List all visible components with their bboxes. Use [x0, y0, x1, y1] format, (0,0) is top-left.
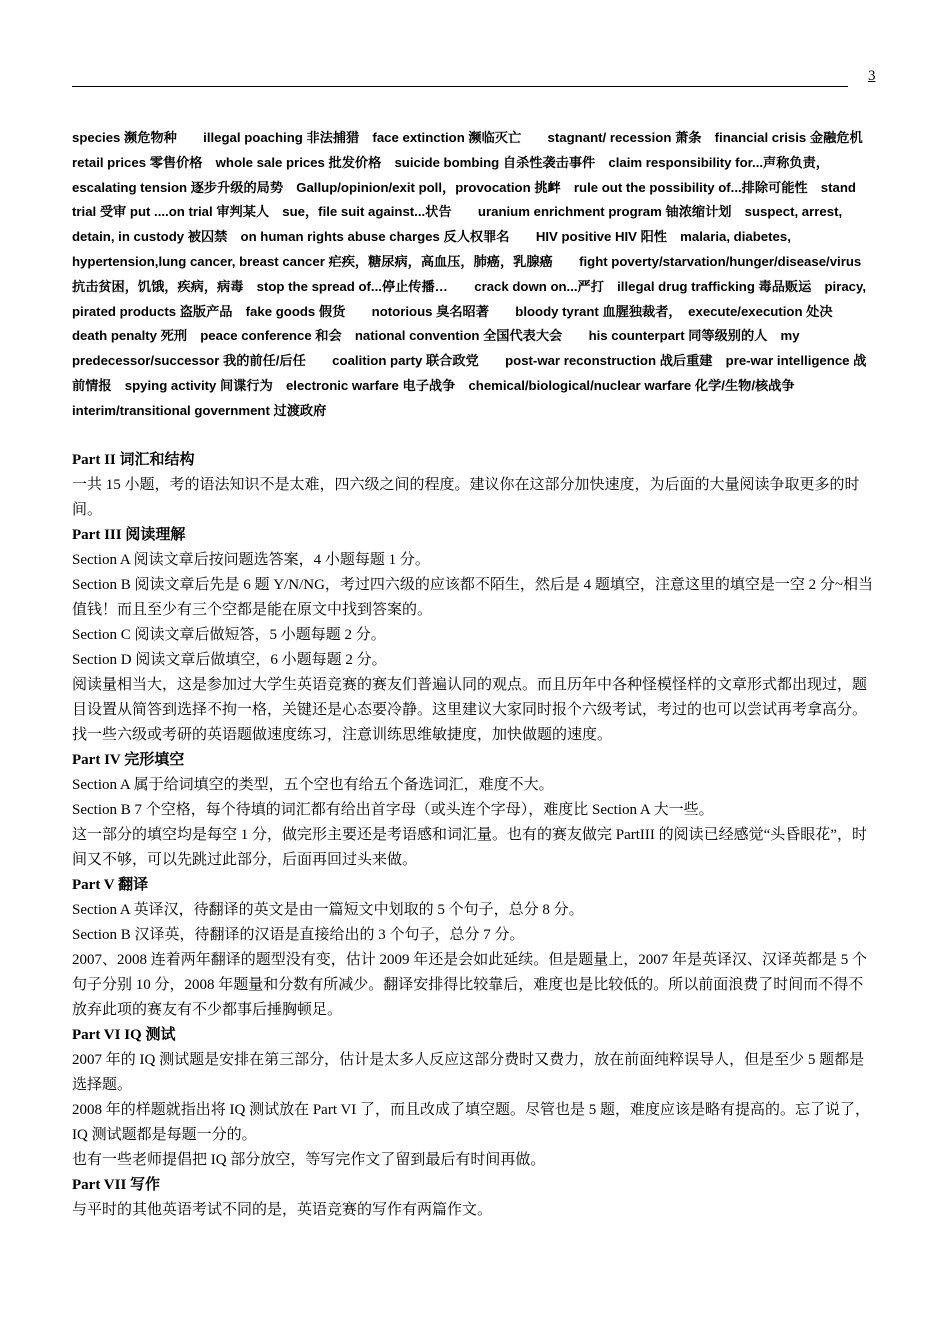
- paragraph: 2007 年的 IQ 测试题是安排在第三部分，估计是太多人反应这部分费时又费力，放在前面纯粹误导人，但是至少 5 题都是选择题。: [72, 1052, 865, 1093]
- paragraph: Section C 阅读文章后做短答，5 小题每题 2 分。: [72, 627, 386, 643]
- header-rule: [72, 86, 848, 87]
- paragraph: 也有一些老师提倡把 IQ 部分放空，等写完作文了留到最后有时间再做。: [72, 1152, 546, 1168]
- paragraph: 阅读量相当大，这是参加过大学生英语竞赛的赛友们普遍认同的观点。而且历年中各种怪模怪样的文章形式都出现过，题目设置从简答到选择不拘一格，关键还是心态要冷静。这里建议大家同时报个六级考试，考过的也可以尝试再考拿高分。找一些六级或考研的英语题做速度练习，注意训练思维敏捷度，加快做题的速度。: [72, 677, 868, 743]
- paragraph: 2008 年的样题就指出将 IQ 测试放在 Part VI 了，而且改成了填空题。尽管也是 5 题，难度应该是略有提高的。忘了说了，IQ 测试题都是每题一分的。: [72, 1102, 871, 1143]
- paragraph: Section A 阅读文章后按问题选答案，4 小题每题 1 分。: [72, 552, 430, 568]
- section-heading: Part IV 完形填空: [72, 752, 185, 768]
- section-heading: Part V 翻译: [72, 877, 149, 893]
- section-heading: Part II 词汇和结构: [72, 452, 195, 468]
- paragraph: Section B 7 个空格，每个待填的词汇都有给出首字母（或头连个字母），难度比 Section A 大一些。: [72, 802, 714, 818]
- page-number: 3: [868, 68, 876, 84]
- section-heading: Part VII 写作: [72, 1177, 161, 1193]
- body-text: [72, 448, 878, 1223]
- paragraph: Section A 属于给词填空的类型，五个空也有给五个备选词汇，难度不大。: [72, 777, 554, 793]
- paragraph: 2007、2008 连着两年翻译的题型没有变，估计 2009 年还是会如此延续。但是题量上，2007 年是英译汉、汉译英都是 5 个句子分别 10 分，2008 年题量和分数有所减少。翻译安排得比较靠后，难度也是比较低的。所以前面浪费了时间而不得不放弃此项的赛友有不少都事后捶胸顿足。: [72, 952, 868, 1018]
- section-heading: Part III 阅读理解: [72, 527, 186, 543]
- section-heading: Part VI IQ 测试: [72, 1027, 176, 1043]
- paragraph: 与平时的其他英语考试不同的是，英语竞赛的写作有两篇作文。: [72, 1202, 493, 1218]
- paragraph: 这一部分的填空均是每空 1 分，做完形主要还是考语感和词汇量。也有的赛友做完 PartIII 的阅读已经感觉“头昏眼花”，时间又不够，可以先跳过此部分，后面再回过头来做。: [72, 827, 867, 868]
- paragraph: Section D 阅读文章后做填空，6 小题每题 2 分。: [72, 652, 387, 668]
- paragraph: 一共 15 小题，考的语法知识不是太难，四六级之间的程度。建议你在这部分加快速度，为后面的大量阅读争取更多的时间。: [72, 477, 860, 518]
- paragraph: Section A 英译汉，待翻译的英文是由一篇短文中划取的 5 个句子，总分 8 分。: [72, 902, 584, 918]
- paragraph: Section B 阅读文章后先是 6 题 Y/N/NG，考过四六级的应该都不陌生，然后是 4 题填空，注意这里的填空是一空 2 分~相当值钱！而且至少有三个空都是能在原文中找到答案的。: [72, 577, 874, 618]
- vocabulary-list: species 濒危物种 illegal poaching 非法捕猎 face extinction 濒临灭亡 stagnant/ recession 萧条 financial crisis 金融危机 retail prices 零售价格 whole sale prices 批发价格 suicide bombing 自杀性袭击事件 claim responsibility for...声称负责， escalating tension 逐步升级的局势 Gallup/opinion/exit poll，provocation 挑衅 rule out the possibility of...排除可能性 stand trial 受审 put ....on trial 审判某人 sue，file suit against...状告 uranium enrichment program 铀浓缩计划 suspect, arrest, detain, in custody 被囚禁 on human rights abuse charges 反人权罪名 HIV positive HIV 阳性 malaria, diabetes, hypertension,lung cancer, breast cancer 疟疾，糖尿病，高血压，肺癌，乳腺癌 fight poverty/starvation/hunger/disease/virus 抗击贫困，饥饿，疾病，病毒 stop the spread of...停止传播… crack down on...严打 illegal drug trafficking 毒品贩运 piracy, pirated products 盗版产品 fake goods 假货 notorious 臭名昭著 bloody tyrant 血腥独裁者， execute/execution 处决 death penalty 死刑 peace conference 和会 national convention 全国代表大会 his counterpart 同等级别的人 my predecessor/successor 我的前任/后任 coalition party 联合政党 post-war reconstruction 战后重建 pre-war intelligence 战前情报 spying activity 间谍行为 electronic warfare 电子战争 chemical/biological/nuclear warfare 化学/生物/核战争 interim/transitional government 过渡政府: [72, 130, 876, 418]
- paragraph: Section B 汉译英，待翻译的汉语是直接给出的 3 个句子，总分 7 分。: [72, 927, 525, 943]
